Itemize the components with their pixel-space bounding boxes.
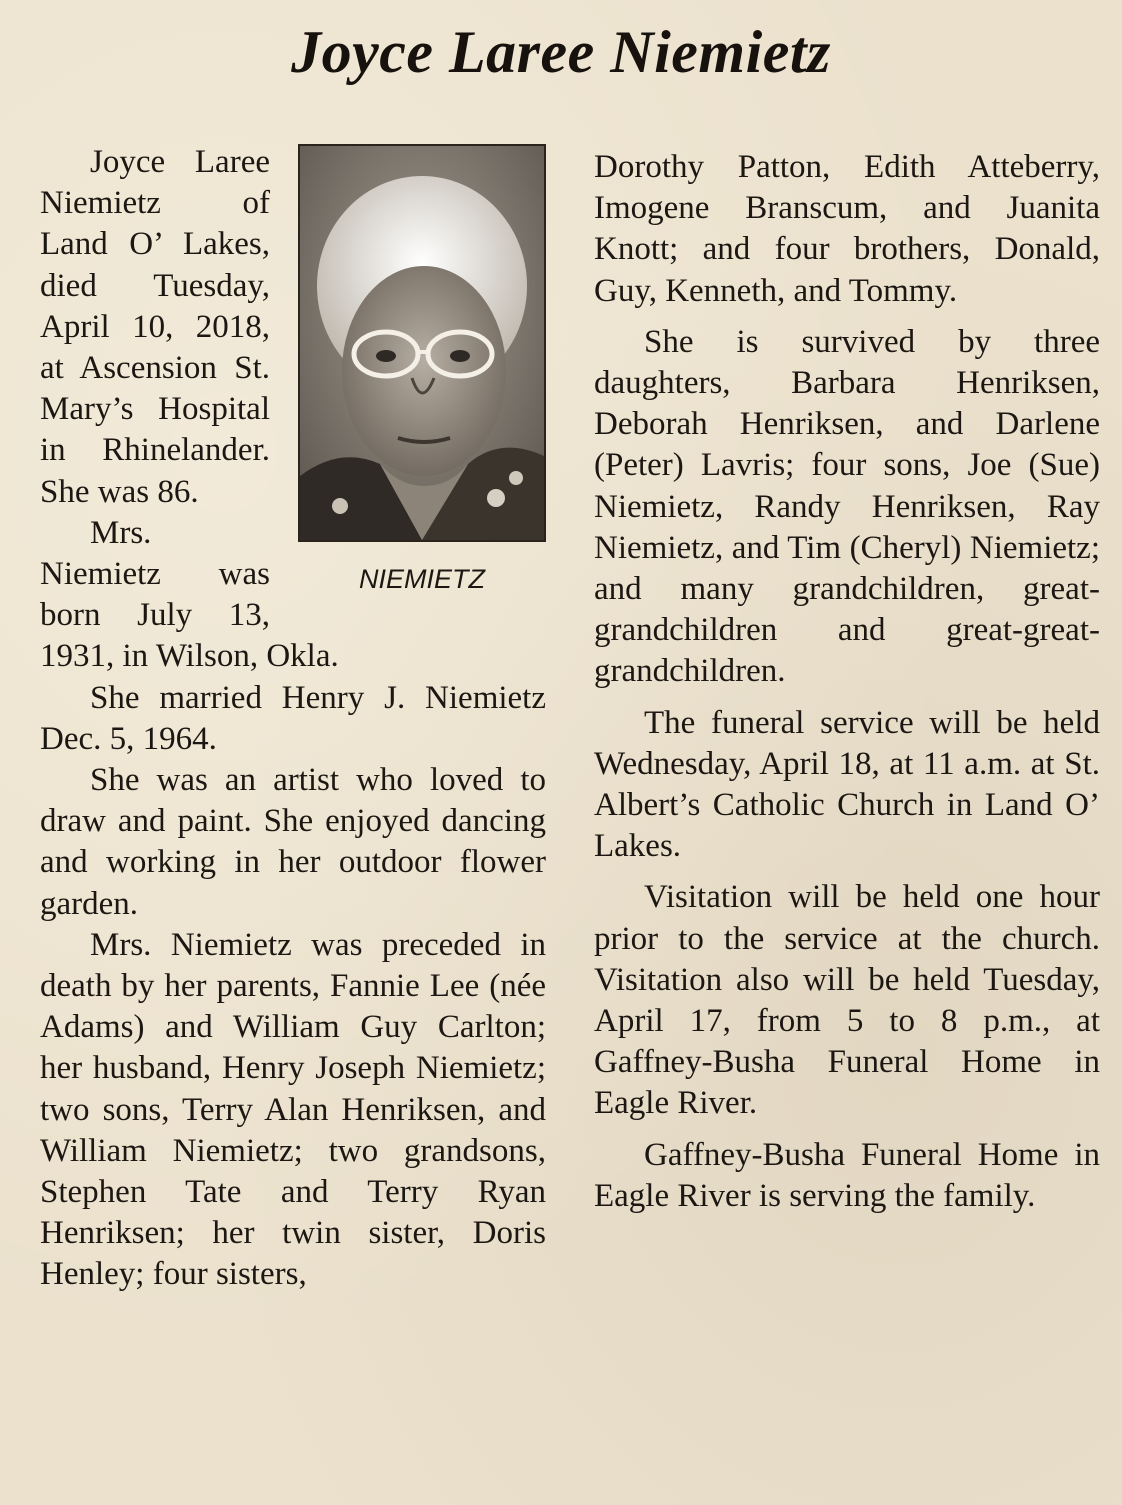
paragraph-funeral-home: Gaffney-Busha Funeral Home in Eagle River is serving the family. xyxy=(594,1136,1100,1214)
paragraph-preceded: Mrs. Niemietz was preceded in death by her parents, Fannie Lee (née Adams) and William Guy Carlton; her husband, Henry Joseph Niemietz; two sons, Terry Alan Henriksen, and William Niemietz; two grandsons, Stephen Tate and Terry Ryan Henriksen; her twin sister, Doris Henley; four sisters, xyxy=(40,926,546,1293)
paragraph-intro: Joyce Laree Niemietz of Land O’ Lakes, died Tuesday, April 10, 2018, at Ascension St. Mary’s Hospital in Rhinelander. She was 86. xyxy=(40,144,270,510)
paragraph-preceded-continued: Dorothy Patton, Edith Atteberry, Imogene Branscum, and Juanita Knott; and four brothers, Donald, Guy, Kenneth, and Tommy. xyxy=(594,149,1100,309)
left-column xyxy=(40,142,546,1296)
paragraph-birth: Mrs. Niemietz was born July 13, 1931, in Wilson, Okla. xyxy=(40,514,339,675)
portrait-image xyxy=(300,146,544,540)
paragraph-visitation: Visitation will be held one hour prior to the service at the church. Visitation also will be held Tuesday, April 17, from 5 to 8 p.m., at Gaffney-Busha Funeral Home in Eagle River. xyxy=(594,879,1100,1122)
portrait-figure xyxy=(284,144,546,608)
right-column xyxy=(594,147,1100,1217)
portrait-photo xyxy=(298,144,546,542)
paragraph-funeral-service: The funeral service will be held Wednesday, April 18, at 11 a.m. at St. Albert’s Catholic Church in Land O’ Lakes. xyxy=(594,704,1100,865)
paragraph-marriage: She married Henry J. Niemietz Dec. 5, 1964. xyxy=(40,679,546,757)
paragraph-hobbies: She was an artist who loved to draw and paint. She enjoyed dancing and working in her outdoor flower garden. xyxy=(40,762,546,922)
photo-caption: NIEMIETZ xyxy=(359,564,485,594)
paragraph-survivors: She is survived by three daughters, Barbara Henriksen, Deborah Henriksen, and Darlene (Peter) Lavris; four sons, Joe (Sue) Niemietz, Randy Henriksen, Ray Niemietz, and Tim (Cheryl) Niemietz; and many grandchildren, great-grandchildren and great-great-grandchildren. xyxy=(594,323,1100,690)
obituary-title: Joyce Laree Niemietz xyxy=(291,19,831,85)
